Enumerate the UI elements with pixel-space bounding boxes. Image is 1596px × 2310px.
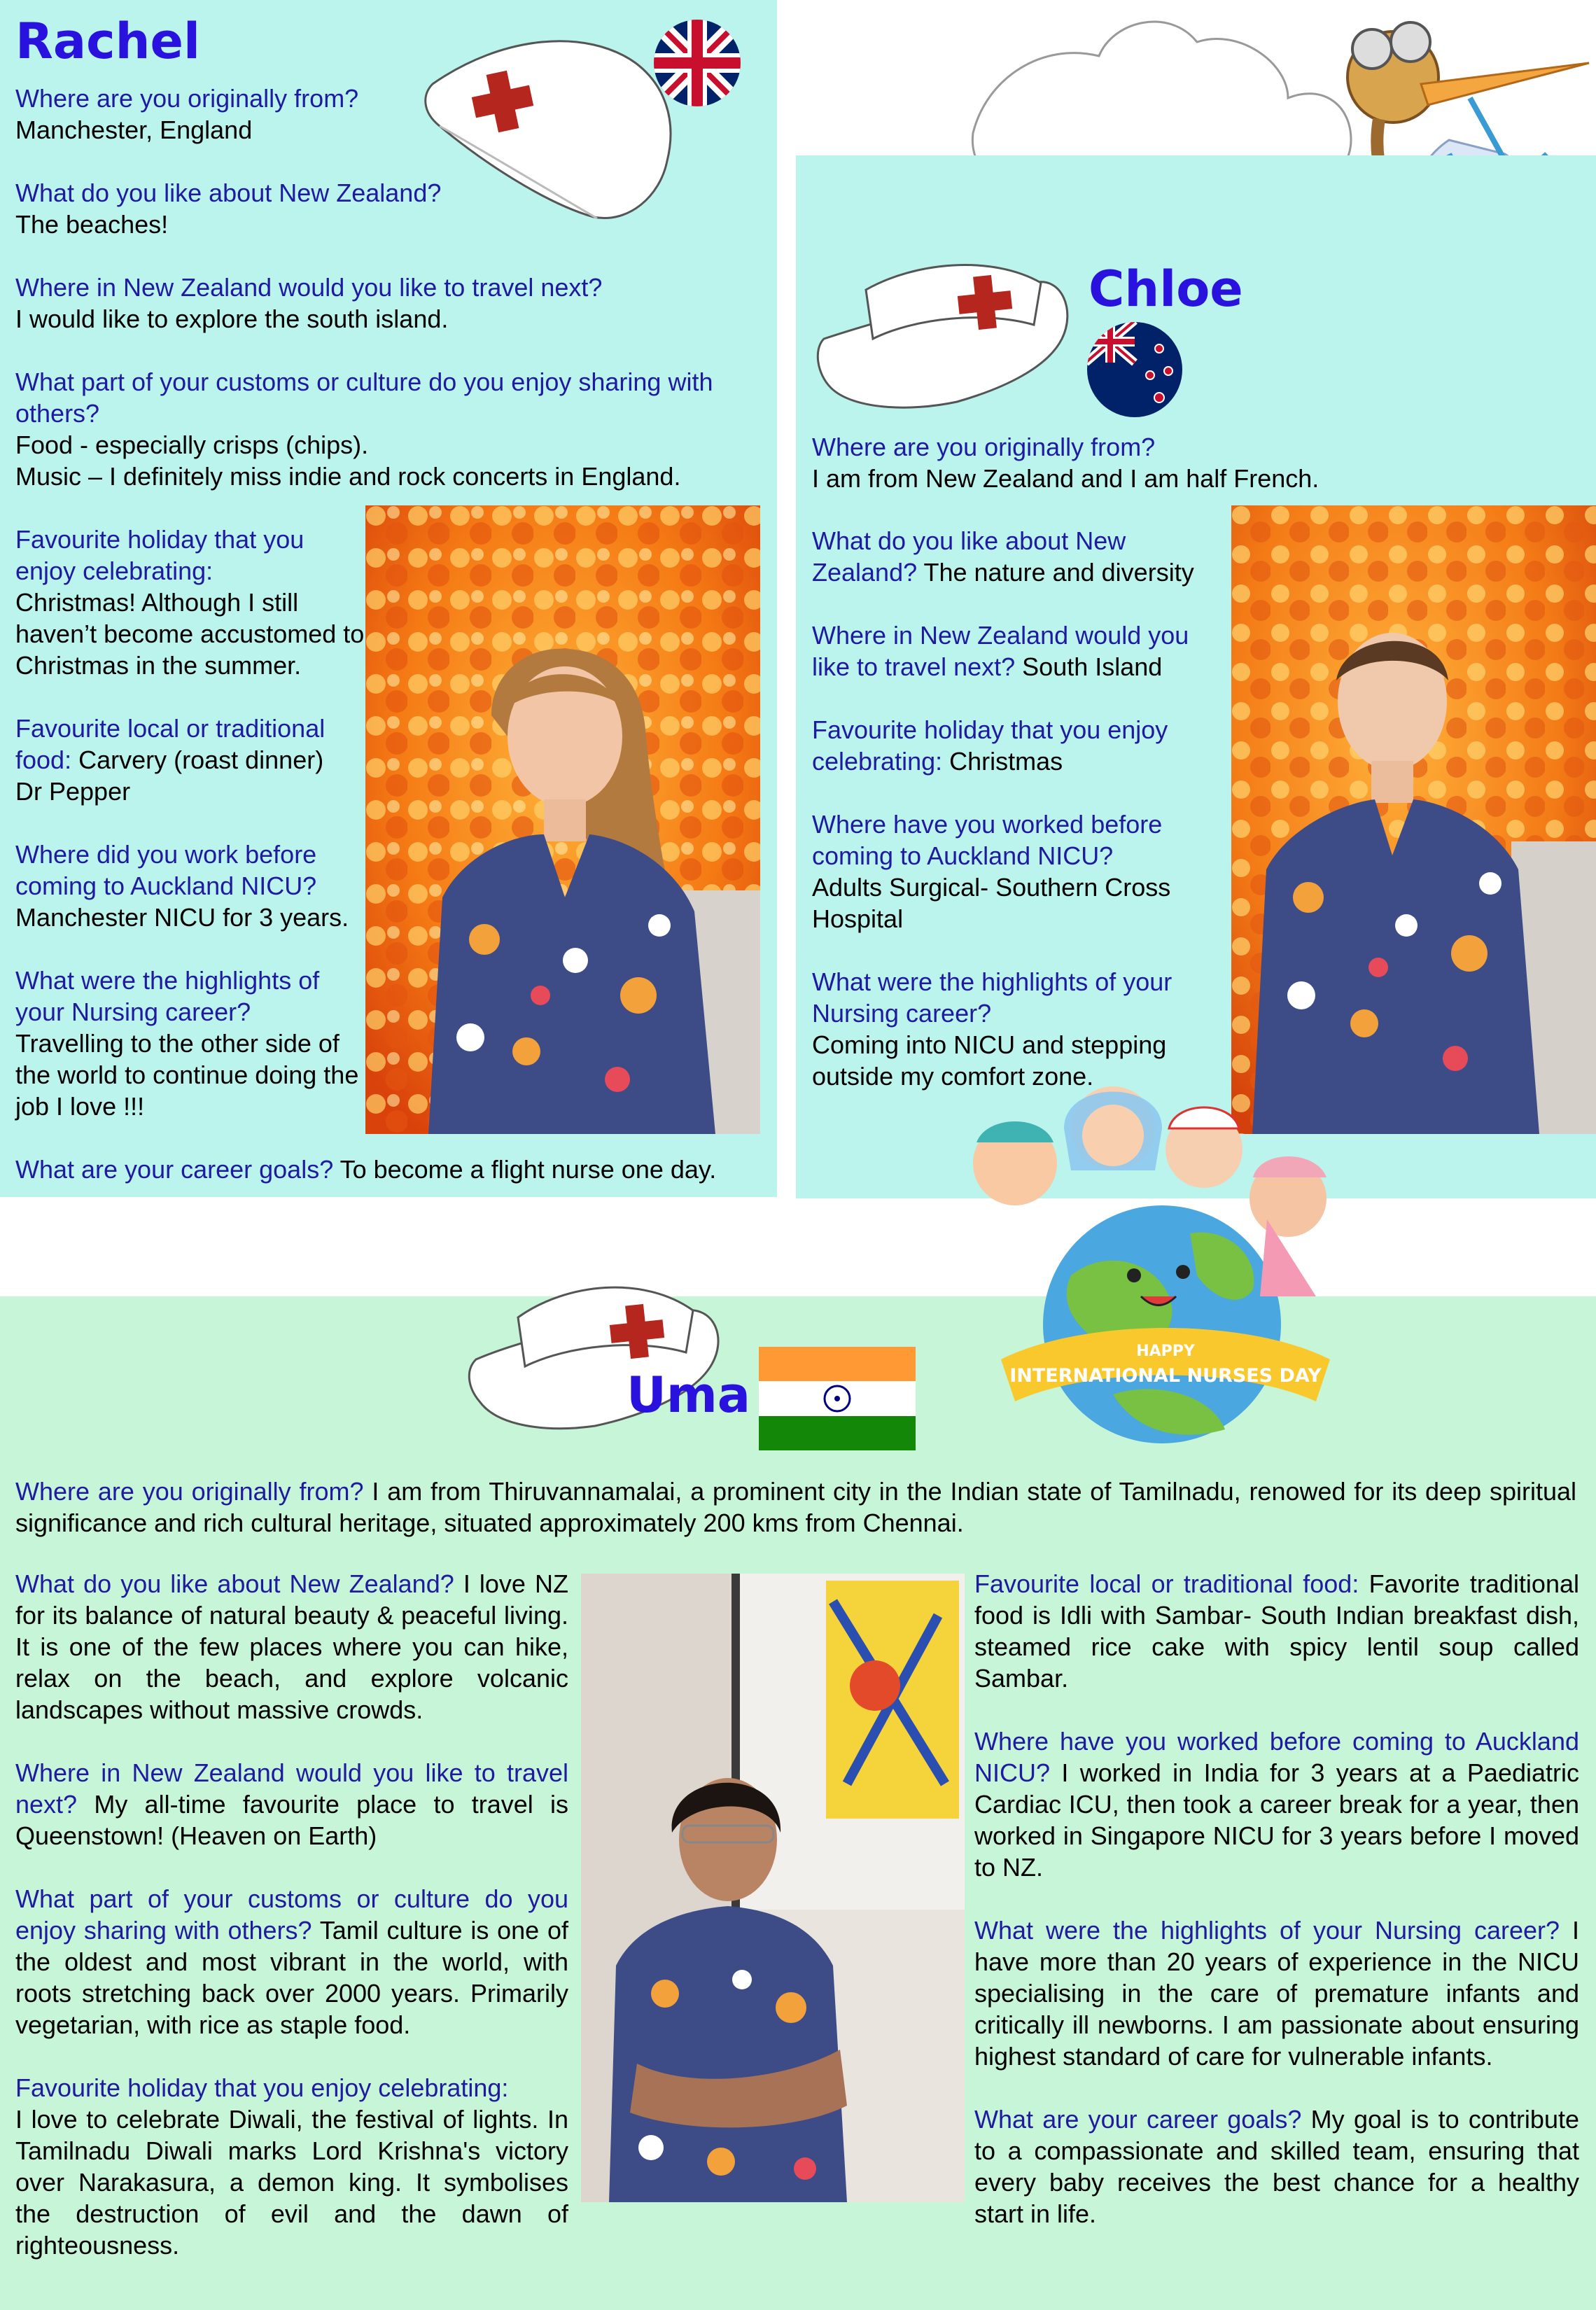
uma-food-answer: Favorite traditional food is Idli with Sambar- South Indian breakfast dish, steamed rice cake with spicy lentil soup called Sambar. bbox=[974, 1569, 1579, 1693]
rachel-work-question: Where did you work before coming to Auckland NICU? bbox=[15, 840, 317, 900]
rachel-travel-question: Where in New Zealand would you like to travel next? bbox=[15, 273, 603, 302]
uma-holiday-answer: I love to celebrate Diwali, the festival of lights. In Tamilnadu Diwali marks Lord Krishna's victory over Narakasura, a demon king. It symbolises the destruction of evil and the dawn of righteousness. bbox=[15, 2105, 568, 2260]
rachel-origin-answer: Manchester, England bbox=[15, 115, 253, 144]
india-flag-icon bbox=[759, 1347, 916, 1450]
rachel-details-text bbox=[15, 524, 365, 1122]
nurses-day-badge bbox=[945, 1065, 1351, 1478]
uma-name: Uma bbox=[626, 1366, 751, 1424]
uma-work-question: Where have you worked before coming to Auckland NICU? bbox=[974, 1727, 1579, 1787]
uma-highlights-answer: I have more than 20 years of experience in the NICU specialising in the care of premature infants and critically ill newborns. I am passionate about ensuring highest standard of care for vulnerable infants. bbox=[974, 1916, 1579, 2071]
uma-travel-question: Where in New Zealand would you like to travel next? bbox=[15, 1758, 568, 1819]
rachel-food-answer-2: Dr Pepper bbox=[15, 777, 131, 806]
rachel-like-answer: The beaches! bbox=[15, 210, 169, 239]
uma-panel bbox=[0, 1296, 1596, 2310]
rachel-goals-text bbox=[15, 1154, 771, 1185]
uma-customs-question: What part of your customs or culture do you enjoy sharing with others? bbox=[15, 1884, 568, 1945]
chloe-like-answer: The nature and diversity bbox=[923, 558, 1194, 587]
uma-holiday-question: Favourite holiday that you enjoy celebrating: bbox=[15, 2073, 509, 2102]
rachel-customs-answer-food: Food - especially crisps (chips). bbox=[15, 430, 369, 459]
rachel-food-answer-1: Carvery (roast dinner) bbox=[78, 746, 324, 774]
uma-goals-question: What are your career goals? bbox=[974, 2105, 1302, 2134]
uma-customs-answer: Tamil culture is one of the oldest and most vibrant in the world, with roots stretching back over 2000 years. Primarily vegetarian, with rice as staple food. bbox=[15, 1916, 568, 2039]
uma-right-text bbox=[974, 1568, 1579, 2230]
rachel-highlights-question: What were the highlights of your Nursing career? bbox=[15, 966, 320, 1026]
rachel-food-question: Favourite local or traditional food: bbox=[15, 714, 326, 774]
chloe-work-question: Where have you worked before coming to Auckland NICU? bbox=[812, 810, 1163, 870]
rachel-holiday-answer: Christmas! Although I still haven’t become accustomed to Christmas in the summer. bbox=[15, 588, 365, 680]
rachel-origin-question: Where are you originally from? bbox=[15, 84, 359, 113]
rachel-panel bbox=[0, 0, 777, 1197]
rachel-goals-question: What are your career goals? bbox=[15, 1155, 334, 1184]
nz-flag-icon bbox=[1086, 321, 1184, 419]
uma-left-text bbox=[15, 1568, 568, 2261]
chloe-photo bbox=[1231, 505, 1596, 1134]
uma-goals-answer: My goal is to contribute to a compassionate and skilled team, ensuring that every baby receives the best chance for a healthy start in life. bbox=[974, 2105, 1579, 2228]
chloe-origin-question: Where are you originally from? bbox=[812, 433, 1156, 461]
chloe-details-text bbox=[812, 525, 1218, 1092]
rachel-name: Rachel bbox=[15, 13, 200, 70]
chloe-holiday-question: Favourite holiday that you enjoy celebrating: bbox=[812, 715, 1168, 776]
rachel-like-question: What do you like about New Zealand? bbox=[15, 178, 442, 207]
rachel-customs-question: What part of your customs or culture do you enjoy sharing with others? bbox=[15, 368, 713, 428]
rachel-highlights-answer: Travelling to the other side of the world to continue doing the job I love !!! bbox=[15, 1029, 359, 1121]
chloe-panel bbox=[796, 155, 1596, 1198]
uma-photo bbox=[581, 1574, 965, 2202]
chloe-holiday-answer: Christmas bbox=[949, 747, 1063, 776]
uma-travel-answer: My all-time favourite place to travel is Queenstown! (Heaven on Earth) bbox=[15, 1790, 568, 1850]
rachel-photo bbox=[365, 505, 760, 1134]
chloe-origin-text bbox=[812, 431, 1589, 494]
uma-like-answer: I love NZ for its balance of natural beauty & peaceful living. It is one of the few places where you can hike, relax on the beach, and explore volcanic landscapes without massive crowds. bbox=[15, 1569, 568, 1724]
uma-origin-question: Where are you originally from? bbox=[15, 1477, 364, 1506]
rachel-travel-answer: I would like to explore the south island. bbox=[15, 304, 449, 333]
uma-like-question: What do you like about New Zealand? bbox=[15, 1569, 454, 1598]
chloe-work-answer: Adults Surgical- Southern Cross Hospital bbox=[812, 873, 1171, 933]
rachel-intro-text bbox=[15, 83, 764, 492]
chloe-highlights-answer: Coming into NICU and stepping outside my comfort zone. bbox=[812, 1030, 1167, 1091]
chloe-like-question: What do you like about New Zealand? bbox=[812, 526, 1126, 587]
chloe-travel-answer: South Island bbox=[1022, 652, 1163, 681]
nurse-hat-icon bbox=[810, 220, 1076, 416]
uma-food-question: Favourite local or traditional food: bbox=[974, 1569, 1359, 1598]
rachel-work-answer: Manchester NICU for 3 years. bbox=[15, 903, 349, 932]
uma-highlights-question: What were the highlights of your Nursing career? bbox=[974, 1916, 1560, 1945]
badge-line1: HAPPY bbox=[1136, 1343, 1195, 1360]
badge-line2: INTERNATIONAL NURSES DAY bbox=[1009, 1365, 1322, 1387]
chloe-travel-question: Where in New Zealand would you like to travel next? bbox=[812, 621, 1189, 681]
chloe-highlights-question: What were the highlights of your Nursing career? bbox=[812, 967, 1172, 1028]
uma-work-answer: I worked in India for 3 years at a Paediatric Cardiac ICU, then took a career break for a year, then worked in Singapore NICU for 3 years before I moved to NZ. bbox=[974, 1758, 1579, 1882]
rachel-holiday-question: Favourite holiday that you enjoy celebrating: bbox=[15, 525, 304, 585]
rachel-goals-answer: To become a flight nurse one day. bbox=[340, 1155, 717, 1184]
chloe-name: Chloe bbox=[1088, 260, 1243, 318]
uma-origin-text bbox=[15, 1476, 1576, 1539]
uma-origin-answer: I am from Thiruvannamalai, a prominent city in the Indian state of Tamilnadu, renowed for its deep spiritual significance and rich cultural heritage, situated approximately 200 kms from Chennai. bbox=[15, 1477, 1577, 1537]
chloe-origin-answer: I am from New Zealand and I am half French. bbox=[812, 464, 1320, 493]
rachel-customs-answer-music: Music – I definitely miss indie and rock concerts in England. bbox=[15, 462, 681, 491]
